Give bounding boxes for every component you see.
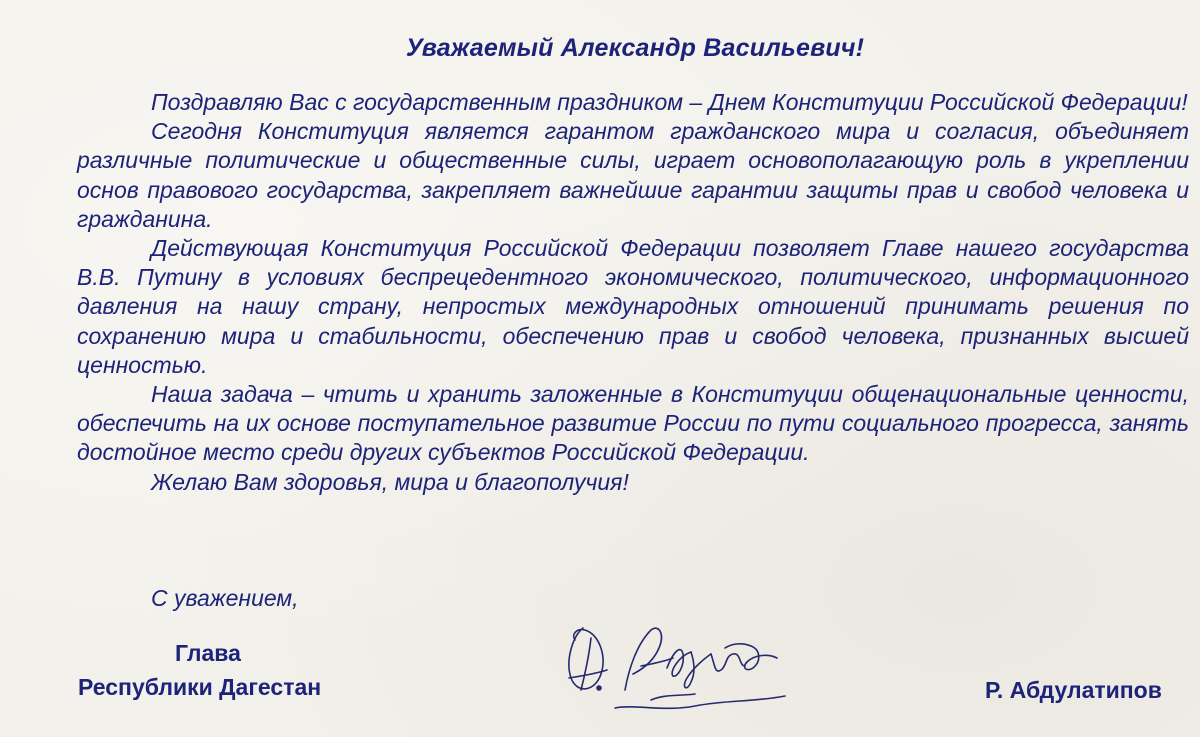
signer-title-line1: Глава xyxy=(175,640,241,666)
paragraph-current-constitution: Действующая Конституция Российской Федерации позволяет Главе нашего государства В.В. Путину в условиях беспрецедентного экономического, политического, информационного давления на нашу страну, непростых международных отношений принимать решения по сохранению мира и стабильности, обеспечению прав и свобод человека, признанных высшей ценностью. xyxy=(77,235,1189,378)
paragraph-our-task: Наша задача – чтить и хранить заложенные в Конституции общенациональные ценности, обеспечить на их основе поступательное развитие России по пути социального прогресса, занять достойное место среди других субъектов Российской Федерации. xyxy=(77,381,1189,466)
paragraph-greeting: Поздравляю Вас с государственным праздником – Днем Конституции Российской Федерации! xyxy=(151,89,1188,115)
handwritten-signature xyxy=(555,608,805,728)
signer-title-line2: Республики Дагестан xyxy=(78,674,322,700)
closing-phrase: С уважением, xyxy=(151,585,299,611)
paragraph-wishes: Желаю Вам здоровья, мира и благополучия! xyxy=(151,468,629,495)
salutation: Уважаемый Александр Васильевич! xyxy=(405,34,865,62)
signer-name: Р. Абдулатипов xyxy=(985,677,1162,703)
letter-body xyxy=(77,88,1189,497)
paragraph-constitution-guarantor: Сегодня Конституция является гарантом гражданского мира и согласия, объединяет различные политические и общественные силы, играет основополагающую роль в укреплении основ правового государства, закрепляет важнейшие гарантии защиты прав и свобод человека и гражданина. xyxy=(77,118,1189,232)
